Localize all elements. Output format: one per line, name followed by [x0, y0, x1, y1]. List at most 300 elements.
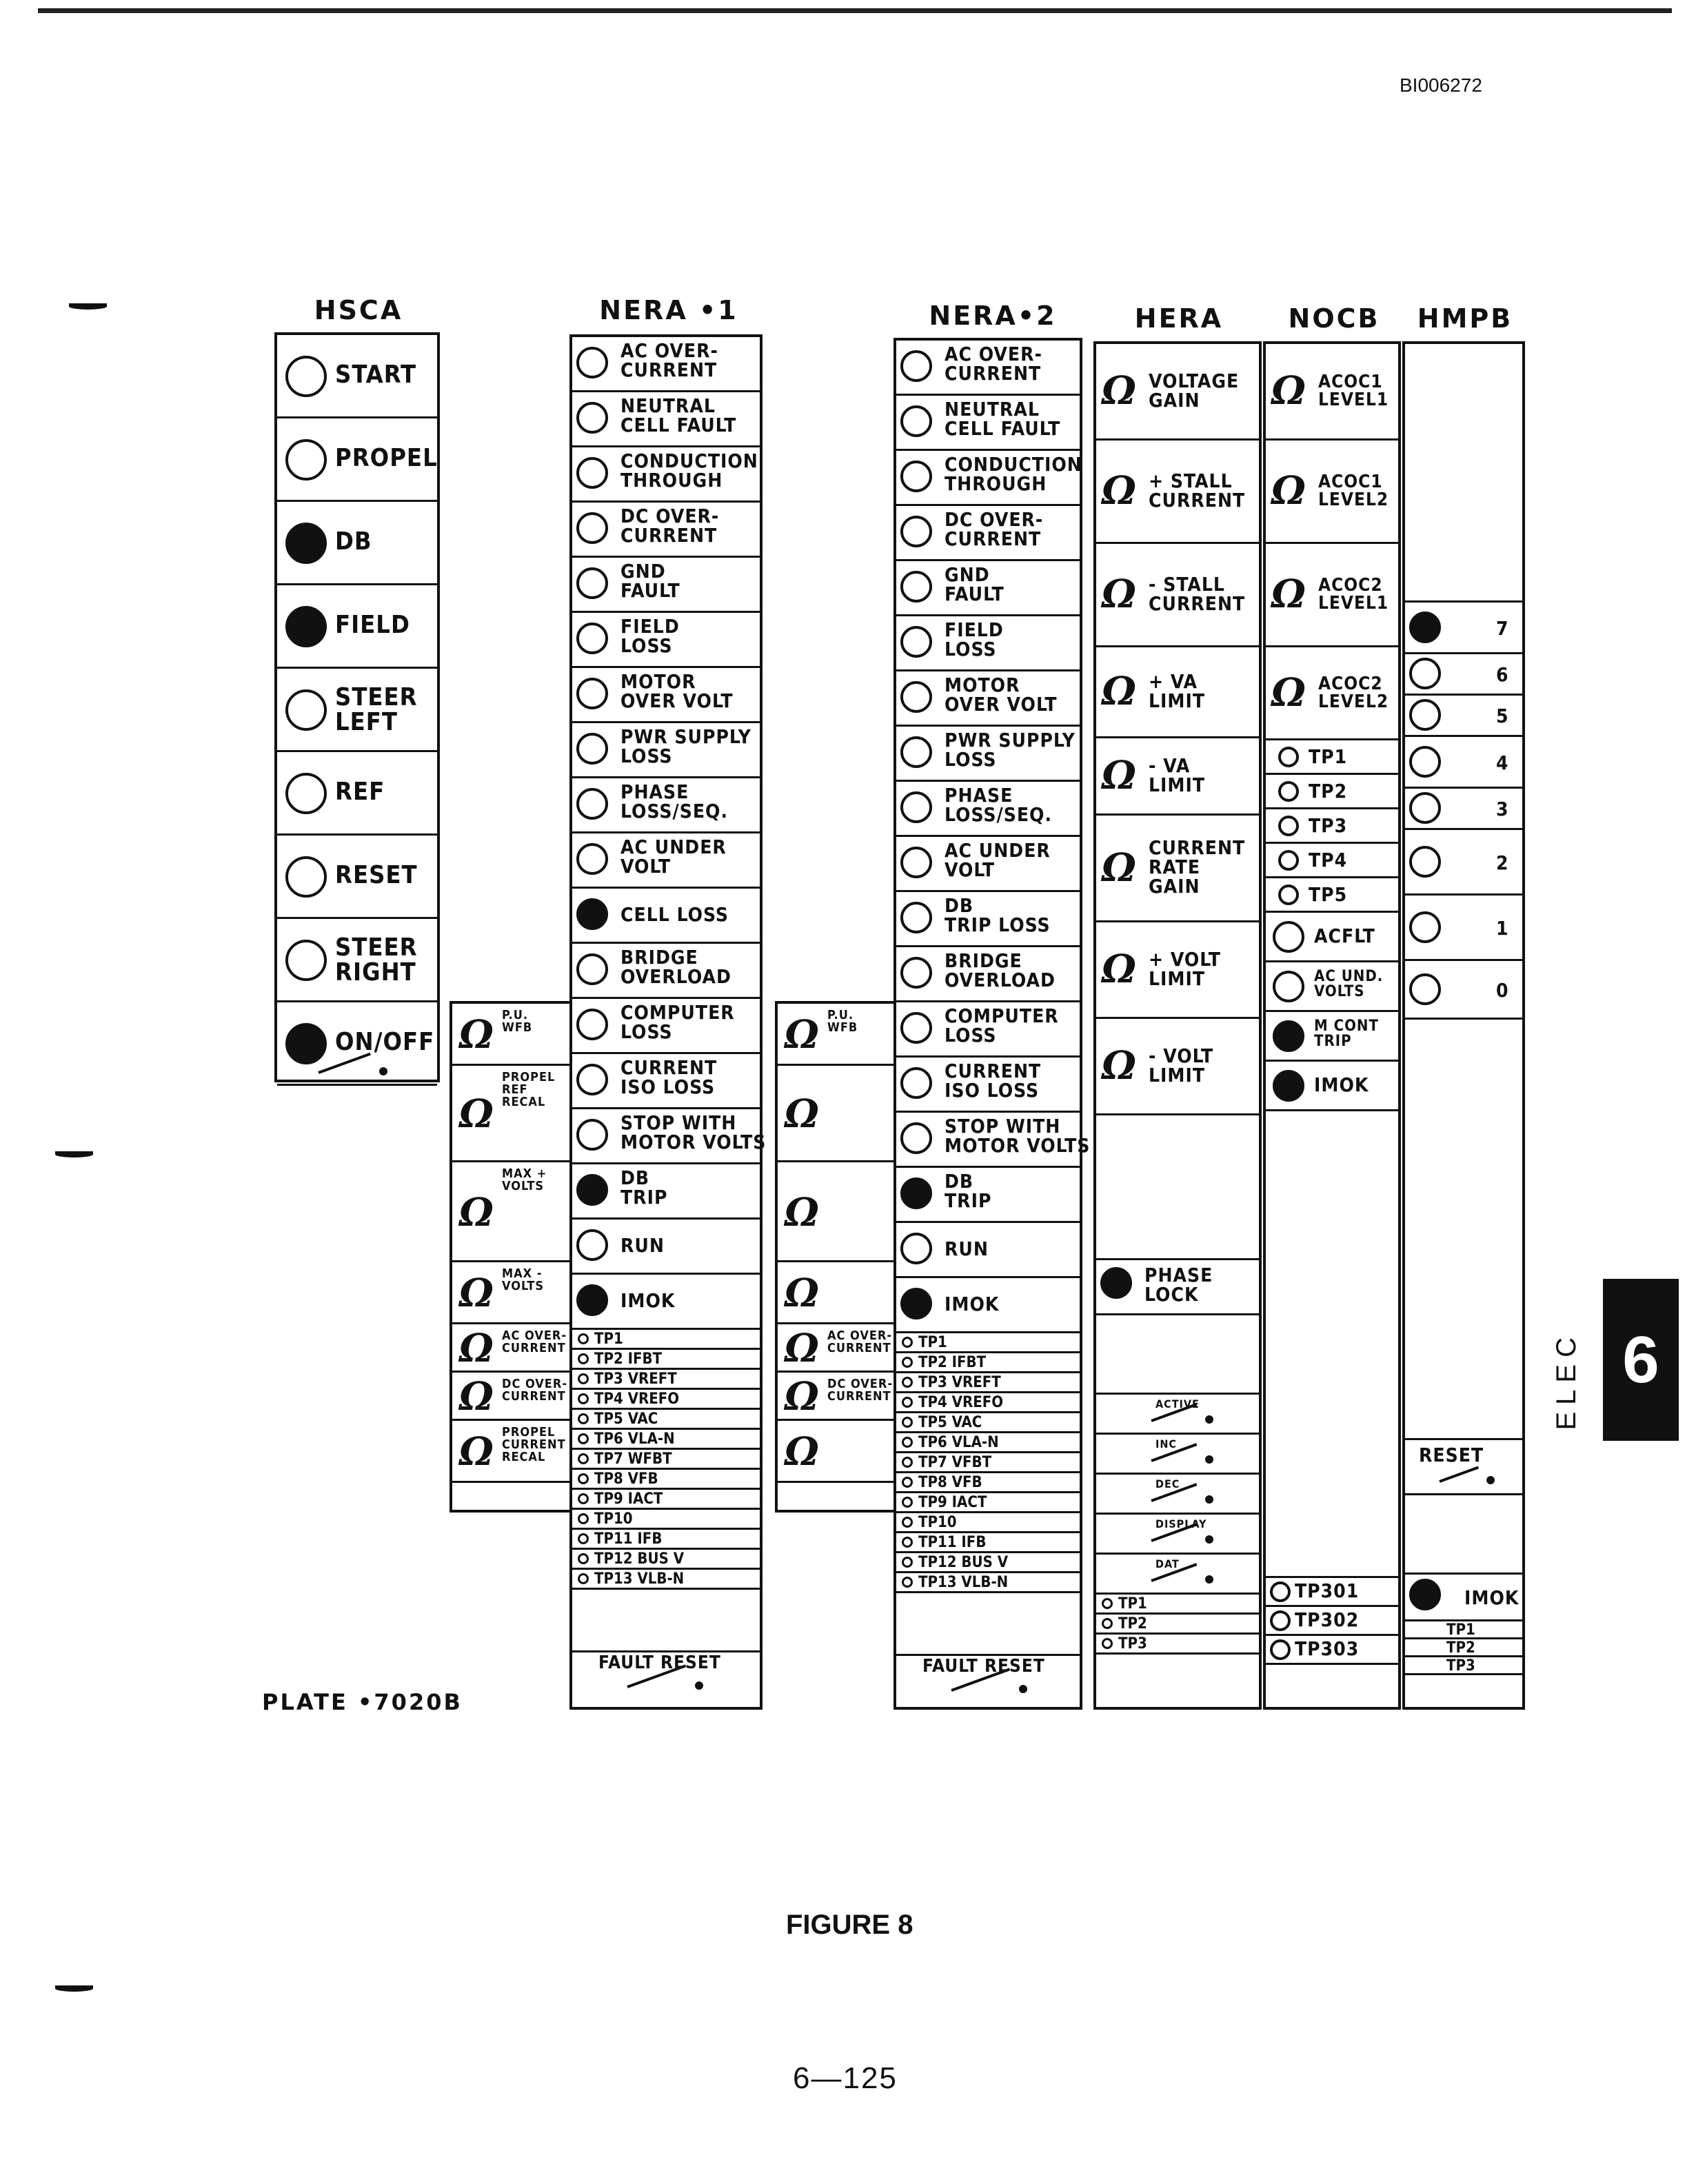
- test-point-label: TP12 BUS V: [594, 1550, 685, 1568]
- figure-caption: FIGURE 8: [786, 1910, 913, 1940]
- test-point-row: [572, 1510, 760, 1530]
- nocb-row: [1266, 441, 1398, 544]
- indicator-lamp-icon[interactable]: [900, 350, 932, 382]
- nera2-panel: [894, 338, 1091, 1710]
- test-point-row: [896, 1433, 1080, 1453]
- test-point-row: [572, 1430, 760, 1450]
- binder-mark: [55, 1151, 93, 1157]
- test-point-row: [572, 1350, 760, 1370]
- test-point-icon[interactable]: [1102, 1618, 1113, 1629]
- hsca-label: REF: [335, 778, 385, 806]
- hsca-panel: [274, 332, 440, 1082]
- potentiometer-icon[interactable]: Ω: [1102, 572, 1136, 617]
- potentiometer-icon[interactable]: Ω: [1271, 468, 1306, 514]
- test-point-icon[interactable]: [1270, 1581, 1291, 1602]
- nera2_pots-adjust-row: [778, 1324, 896, 1373]
- test-point-icon[interactable]: [1102, 1638, 1113, 1649]
- test-point-icon[interactable]: [578, 1573, 589, 1584]
- hmpb-lamp-number: 6: [1496, 663, 1509, 686]
- nera1-label: FIELD LOSS: [620, 615, 680, 657]
- indicator-lamp-icon[interactable]: [576, 1284, 608, 1316]
- potentiometer-icon[interactable]: Ω: [1102, 368, 1136, 414]
- test-point-icon[interactable]: [902, 1537, 913, 1548]
- nera2-label: MOTOR OVER VOLT: [945, 674, 1058, 716]
- test-point-icon[interactable]: [902, 1357, 913, 1368]
- test-point-label: TP4 VREFO: [918, 1394, 1004, 1411]
- nera1-row: [572, 723, 760, 778]
- nera2-row: [896, 451, 1080, 506]
- indicator-lamp-icon[interactable]: [900, 516, 932, 547]
- test-point-icon[interactable]: [902, 1497, 913, 1508]
- test-point-icon[interactable]: [578, 1353, 589, 1364]
- hera-switch-row: [1096, 1435, 1259, 1475]
- indicator-lamp-icon[interactable]: [900, 1067, 932, 1099]
- nera2-row: [896, 1223, 1080, 1278]
- nera2-label: IMOK: [945, 1293, 1000, 1315]
- test-point-label: TP9 IACT: [594, 1490, 663, 1508]
- nera2-row: [896, 1002, 1080, 1058]
- test-point-icon[interactable]: [1278, 884, 1299, 905]
- indicator-lamp-icon[interactable]: [576, 678, 608, 709]
- hera-row: [1096, 344, 1259, 441]
- indicator-lamp-icon[interactable]: [576, 953, 608, 985]
- phase-lock-label: PHASE LOCK: [1144, 1264, 1213, 1306]
- plate-number: PLATE •7020B: [262, 1689, 463, 1715]
- test-point-icon[interactable]: [1102, 1598, 1113, 1609]
- potentiometer-icon[interactable]: Ω: [1102, 845, 1136, 891]
- test-point-row: [896, 1353, 1080, 1373]
- hera-switch-row: [1096, 1555, 1259, 1595]
- hmpb-lamp-row: [1405, 896, 1522, 961]
- indicator-lamp-icon[interactable]: [900, 1233, 932, 1264]
- test-point-row: [896, 1573, 1080, 1593]
- nera2-row: [896, 616, 1080, 671]
- test-point-icon[interactable]: [902, 1377, 913, 1388]
- nera2-row: [896, 396, 1080, 451]
- nera1-row: [572, 999, 760, 1054]
- indicator-lamp-icon[interactable]: [1409, 658, 1441, 689]
- nera1-label: BRIDGE OVERLOAD: [620, 946, 731, 988]
- nera2-row: [896, 341, 1080, 396]
- nocb-lamp-row: [1266, 962, 1398, 1012]
- indicator-lamp-icon[interactable]: [1409, 1579, 1441, 1610]
- test-point-icon[interactable]: [578, 1393, 589, 1404]
- hera-label: + VA LIMIT: [1149, 670, 1206, 712]
- test-point-row: [572, 1370, 760, 1390]
- test-point-row: [572, 1550, 760, 1570]
- potentiometer-icon[interactable]: Ω: [459, 1374, 494, 1419]
- test-point-row: [572, 1570, 760, 1590]
- nera1_pots-adjust-row: [452, 1004, 571, 1066]
- fault-reset-cell: [572, 1650, 760, 1708]
- section-label: ELEC: [1551, 1331, 1582, 1430]
- potentiometer-icon[interactable]: Ω: [785, 1326, 819, 1371]
- potentiometer-icon[interactable]: Ω: [1271, 669, 1306, 716]
- nera2-row: [896, 727, 1080, 782]
- nera2-label: CONDUCTION THROUGH: [945, 453, 1082, 495]
- test-point-row: [896, 1513, 1080, 1533]
- nera2-row: [896, 1278, 1080, 1333]
- nera1-label: MOTOR OVER VOLT: [620, 670, 734, 712]
- test-point-row: [572, 1330, 760, 1350]
- test-point-icon[interactable]: [578, 1413, 589, 1424]
- test-point-icon[interactable]: [578, 1533, 589, 1544]
- indicator-lamp-icon[interactable]: [285, 523, 327, 564]
- test-point-label: TP8 VFB: [594, 1470, 658, 1488]
- indicator-lamp-icon[interactable]: [576, 1119, 608, 1151]
- test-point-row: [572, 1390, 760, 1410]
- nera2-label: RUN: [945, 1237, 989, 1260]
- potentiometer-icon[interactable]: Ω: [1102, 669, 1136, 714]
- hmpb-blank: [1405, 1495, 1522, 1575]
- nera2-label: DC OVER- CURRENT: [945, 508, 1044, 550]
- indicator-lamp-icon[interactable]: [576, 1229, 608, 1261]
- nera1-label: NEUTRAL CELL FAULT: [620, 394, 737, 436]
- test-point-icon[interactable]: [902, 1577, 913, 1588]
- test-point-row: [572, 1490, 760, 1510]
- test-point-label: TP5 VAC: [918, 1414, 982, 1431]
- potentiometer-icon[interactable]: Ω: [1102, 1043, 1136, 1089]
- hsca-row: [277, 585, 437, 669]
- potentiometer-icon[interactable]: Ω: [1102, 753, 1136, 798]
- potentiometer-icon[interactable]: Ω: [785, 1271, 819, 1316]
- hera-row: [1096, 816, 1259, 922]
- hmpb-lamp-row: [1405, 737, 1522, 789]
- indicator-lamp-icon[interactable]: [576, 623, 608, 654]
- hsca-row: [277, 669, 437, 752]
- hmpb-blank: [1405, 344, 1522, 603]
- nera2_pots-adjust-label: P.U. WFB: [827, 1008, 858, 1035]
- test-point-icon[interactable]: [902, 1477, 913, 1488]
- switch-contact-icon: [379, 1067, 387, 1075]
- test-point-icon[interactable]: [578, 1373, 589, 1384]
- hera-switch-label: DISPLAY: [1155, 1517, 1207, 1530]
- test-point-label: TP1: [1446, 1621, 1475, 1639]
- nera2-row: [896, 947, 1080, 1002]
- hsca-row: [277, 335, 437, 418]
- nera1-row: [572, 944, 760, 999]
- hmpb-lamp-row: [1405, 654, 1522, 696]
- potentiometer-icon[interactable]: Ω: [459, 1091, 494, 1137]
- nera1-label: PHASE LOSS/SEQ.: [620, 780, 729, 822]
- indicator-lamp-icon[interactable]: [1273, 1020, 1304, 1052]
- nera1-row: [572, 1054, 760, 1109]
- switch-contact-icon: [1205, 1535, 1213, 1544]
- potentiometer-icon[interactable]: Ω: [459, 1429, 494, 1475]
- test-point-label: TP10: [918, 1514, 957, 1531]
- test-point-row: [896, 1453, 1080, 1473]
- nocb-pot-label: ACOC2 LEVEL2: [1318, 673, 1389, 712]
- indicator-lamp-icon[interactable]: [1409, 611, 1441, 643]
- test-point-icon[interactable]: [578, 1433, 589, 1444]
- test-point-label: TP2: [1118, 1615, 1147, 1632]
- nera1-row: [572, 1220, 760, 1275]
- indicator-lamp-icon[interactable]: [285, 606, 327, 647]
- hera-label: + STALL CURRENT: [1149, 469, 1246, 512]
- indicator-lamp-icon[interactable]: [900, 1288, 932, 1320]
- indicator-lamp-icon[interactable]: [1409, 746, 1441, 778]
- indicator-lamp-icon[interactable]: [576, 733, 608, 765]
- potentiometer-icon[interactable]: Ω: [785, 1189, 819, 1235]
- hmpb-lamp-number: 7: [1496, 616, 1509, 640]
- indicator-lamp-icon[interactable]: [1273, 921, 1304, 953]
- section-tab: 6: [1603, 1279, 1679, 1441]
- nocb-bottom-tp-row: [1266, 1636, 1398, 1665]
- test-point-label: TP1: [594, 1331, 623, 1348]
- nera1_pots-adjust-label: MAX + VOLTS: [502, 1166, 547, 1193]
- hera-phase-lock: [1096, 1260, 1259, 1315]
- indicator-lamp-icon[interactable]: [576, 788, 608, 820]
- hsca-label: PROPEL: [335, 444, 438, 472]
- test-point-label: TP6 VLA-N: [918, 1434, 999, 1451]
- hera-switch-label: DEC: [1155, 1477, 1180, 1490]
- indicator-lamp-icon[interactable]: [900, 571, 932, 603]
- nera2_pots-adjust-label: AC OVER- CURRENT: [827, 1328, 893, 1355]
- hera-label: VOLTAGE GAIN: [1149, 370, 1240, 412]
- hera-label: - STALL CURRENT: [1149, 573, 1246, 615]
- nera2-row: [896, 506, 1080, 561]
- nera2-row: [896, 561, 1080, 616]
- test-point-row: [1096, 1595, 1259, 1615]
- potentiometer-icon[interactable]: Ω: [459, 1271, 494, 1316]
- test-point-label: TP2 IFBT: [918, 1354, 987, 1371]
- nera1-row: [572, 503, 760, 558]
- test-point-icon[interactable]: [578, 1473, 589, 1484]
- test-point-icon[interactable]: [902, 1557, 913, 1568]
- nera2-adjust-panel: [775, 1001, 899, 1513]
- nera2-row: [896, 1168, 1080, 1223]
- indicator-lamp-icon[interactable]: [900, 461, 932, 492]
- test-point-icon[interactable]: [1278, 747, 1299, 767]
- nera2-label: PHASE LOSS/SEQ.: [945, 784, 1053, 826]
- indicator-lamp-icon[interactable]: [900, 736, 932, 768]
- hmpb-lamp-row: [1405, 789, 1522, 830]
- test-point-icon[interactable]: [902, 1337, 913, 1348]
- test-point-icon[interactable]: [1278, 850, 1299, 871]
- test-point-row: [1405, 1621, 1522, 1639]
- test-point-icon[interactable]: [902, 1517, 913, 1528]
- potentiometer-icon[interactable]: Ω: [785, 1012, 819, 1058]
- indicator-lamp-icon[interactable]: [576, 1064, 608, 1095]
- potentiometer-icon[interactable]: Ω: [785, 1429, 819, 1475]
- hsca-row: [277, 919, 437, 1002]
- nera2_pots-adjust-row: [778, 1421, 896, 1483]
- nocb-blank: [1266, 1111, 1398, 1578]
- nera1-row: [572, 447, 760, 503]
- indicator-lamp-icon[interactable]: [576, 347, 608, 378]
- test-point-icon[interactable]: [578, 1453, 589, 1464]
- hera-switch-label: ACTIVE: [1155, 1397, 1200, 1410]
- indicator-lamp-icon[interactable]: [285, 356, 327, 397]
- test-point-icon[interactable]: [902, 1417, 913, 1428]
- indicator-lamp-icon[interactable]: [285, 773, 327, 814]
- nera1-label: CURRENT ISO LOSS: [620, 1056, 718, 1098]
- test-point-icon[interactable]: [578, 1553, 589, 1564]
- indicator-lamp-icon[interactable]: [576, 1009, 608, 1040]
- nocb-bottom-tp-row: [1266, 1578, 1398, 1607]
- nocb-lamp-label: ACFLT: [1314, 924, 1375, 947]
- potentiometer-icon[interactable]: Ω: [459, 1189, 494, 1235]
- indicator-lamp-icon[interactable]: [576, 1174, 608, 1206]
- test-point-row: [896, 1373, 1080, 1393]
- nocb-tp-row: [1266, 844, 1398, 878]
- hera-row: [1096, 441, 1259, 544]
- indicator-lamp-icon[interactable]: [1100, 1267, 1132, 1299]
- switch-contact-icon: [1205, 1575, 1213, 1584]
- indicator-lamp-icon[interactable]: [1273, 971, 1304, 1002]
- potentiometer-icon[interactable]: Ω: [459, 1326, 494, 1371]
- switch-contact-icon: [1486, 1476, 1495, 1484]
- switch-contact-icon: [695, 1681, 703, 1690]
- hsca-label: DB: [335, 527, 372, 556]
- indicator-lamp-icon[interactable]: [285, 1023, 327, 1064]
- indicator-lamp-icon[interactable]: [576, 512, 608, 544]
- nera2_pots-adjust-label: DC OVER- CURRENT: [827, 1377, 894, 1404]
- hera-row: [1096, 544, 1259, 647]
- nocb-pot-label: ACOC2 LEVEL1: [1318, 575, 1389, 614]
- nera2-row: [896, 837, 1080, 892]
- indicator-lamp-icon[interactable]: [576, 402, 608, 434]
- potentiometer-icon[interactable]: Ω: [785, 1091, 819, 1137]
- indicator-lamp-icon[interactable]: [285, 856, 327, 898]
- indicator-lamp-icon[interactable]: [576, 843, 608, 875]
- hmpb-panel: [1402, 341, 1525, 1710]
- nera1-row: [572, 613, 760, 668]
- test-point-row: [896, 1553, 1080, 1573]
- test-point-label: TP9 IACT: [918, 1494, 987, 1511]
- nera1-adjust-panel: [450, 1001, 574, 1513]
- indicator-lamp-icon[interactable]: [1409, 699, 1441, 731]
- indicator-lamp-icon[interactable]: [576, 567, 608, 599]
- nocb-pot-label: ACOC1 LEVEL1: [1318, 372, 1389, 410]
- indicator-lamp-icon[interactable]: [285, 439, 327, 481]
- nera2-label: PWR SUPPLY LOSS: [945, 729, 1076, 771]
- test-point-icon[interactable]: [1278, 781, 1299, 802]
- indicator-lamp-icon[interactable]: [900, 626, 932, 658]
- test-point-icon[interactable]: [902, 1397, 913, 1408]
- hsca-row: [277, 836, 437, 919]
- indicator-lamp-icon[interactable]: [900, 791, 932, 823]
- potentiometer-icon[interactable]: Ω: [1102, 947, 1136, 992]
- nera1_pots-adjust-row: [452, 1324, 571, 1373]
- indicator-lamp-icon[interactable]: [900, 405, 932, 437]
- potentiometer-icon[interactable]: Ω: [459, 1012, 494, 1058]
- nera1-label: IMOK: [620, 1289, 676, 1312]
- nera1-label: RUN: [620, 1234, 665, 1257]
- test-point-row: [1405, 1657, 1522, 1675]
- nera2-label: CURRENT ISO LOSS: [945, 1060, 1042, 1102]
- nera1_pots-adjust-label: MAX - VOLTS: [502, 1266, 545, 1293]
- nera1-label: AC OVER- CURRENT: [620, 339, 718, 381]
- test-point-row: [896, 1413, 1080, 1433]
- nera2_pots-adjust-row: [778, 1004, 896, 1066]
- indicator-lamp-icon[interactable]: [1273, 1070, 1304, 1102]
- test-point-icon[interactable]: [902, 1437, 913, 1448]
- nocb-bottom-tp-row: [1266, 1607, 1398, 1636]
- hera-switch-row: [1096, 1395, 1259, 1435]
- test-point-icon[interactable]: [578, 1493, 589, 1504]
- test-point-icon[interactable]: [1270, 1639, 1291, 1660]
- indicator-lamp-icon[interactable]: [900, 1122, 932, 1154]
- test-point-icon[interactable]: [1278, 816, 1299, 836]
- nera2_pots-adjust-row: [778, 1373, 896, 1421]
- hera-row: [1096, 922, 1259, 1019]
- indicator-lamp-icon[interactable]: [900, 847, 932, 878]
- test-point-label: TP3 VREFT: [594, 1371, 677, 1388]
- hsca-row: [277, 418, 437, 502]
- nocb-panel: [1263, 341, 1401, 1710]
- test-point-icon[interactable]: [578, 1333, 589, 1344]
- potentiometer-icon[interactable]: Ω: [1271, 368, 1306, 414]
- indicator-lamp-icon[interactable]: [1409, 846, 1441, 878]
- hera-switch-row: [1096, 1515, 1259, 1555]
- nocb-lamp-row: [1266, 913, 1398, 962]
- indicator-lamp-icon[interactable]: [1409, 911, 1441, 943]
- hsca-row: [277, 752, 437, 836]
- test-point-icon[interactable]: [1270, 1610, 1291, 1631]
- indicator-lamp-icon[interactable]: [285, 689, 327, 731]
- potentiometer-icon[interactable]: Ω: [785, 1374, 819, 1419]
- hmpb-lamp-number: 3: [1496, 798, 1509, 820]
- test-point-row: [572, 1530, 760, 1550]
- potentiometer-icon[interactable]: Ω: [1102, 468, 1136, 514]
- indicator-lamp-icon[interactable]: [900, 1177, 932, 1209]
- nera1_pots-adjust-row: [452, 1162, 571, 1262]
- nera1-row: [572, 1164, 760, 1220]
- nocb-tp-row: [1266, 740, 1398, 775]
- indicator-lamp-icon[interactable]: [576, 457, 608, 489]
- indicator-lamp-icon[interactable]: [576, 898, 608, 930]
- indicator-lamp-icon[interactable]: [900, 957, 932, 989]
- indicator-lamp-icon[interactable]: [900, 1012, 932, 1044]
- hsca-label: ON/OFF: [335, 1028, 435, 1056]
- test-point-row: [896, 1333, 1080, 1353]
- test-point-row: [896, 1393, 1080, 1413]
- test-point-row: [896, 1493, 1080, 1513]
- nera1-label: DB TRIP: [620, 1166, 668, 1209]
- switch-contact-icon: [1205, 1455, 1213, 1464]
- nera2-row: [896, 671, 1080, 727]
- test-point-icon[interactable]: [578, 1513, 589, 1524]
- indicator-lamp-icon[interactable]: [1409, 973, 1441, 1005]
- indicator-lamp-icon[interactable]: [285, 940, 327, 981]
- nera1-label: PWR SUPPLY LOSS: [620, 725, 751, 767]
- nera2-label: BRIDGE OVERLOAD: [945, 949, 1056, 991]
- hera-title: HERA: [1134, 303, 1224, 334]
- hera-label: - VOLT LIMIT: [1149, 1044, 1214, 1086]
- nera1-row: [572, 668, 760, 723]
- nera2-row: [896, 1058, 1080, 1113]
- hsca-label: STEER RIGHT: [335, 933, 418, 987]
- test-point-row: [572, 1450, 760, 1470]
- hsca-label: START: [335, 361, 417, 389]
- potentiometer-icon[interactable]: Ω: [1271, 572, 1306, 617]
- reset-switch[interactable]: [1439, 1466, 1479, 1483]
- nocb-tp-row: [1266, 809, 1398, 844]
- indicator-lamp-icon[interactable]: [900, 902, 932, 933]
- hsca-label: FIELD: [335, 611, 410, 639]
- indicator-lamp-icon[interactable]: [900, 681, 932, 713]
- indicator-lamp-icon[interactable]: [1409, 792, 1441, 824]
- test-point-label: TP8 VFB: [918, 1474, 982, 1491]
- test-point-icon[interactable]: [902, 1457, 913, 1468]
- test-point-label: TP13 VLB-N: [918, 1574, 1009, 1591]
- top-rule: [38, 8, 1672, 13]
- hera-label: - VA LIMIT: [1149, 754, 1206, 796]
- nera1-row: [572, 558, 760, 613]
- test-point-label: TP12 BUS V: [918, 1554, 1009, 1571]
- hera-switch-label: DAT: [1155, 1557, 1180, 1570]
